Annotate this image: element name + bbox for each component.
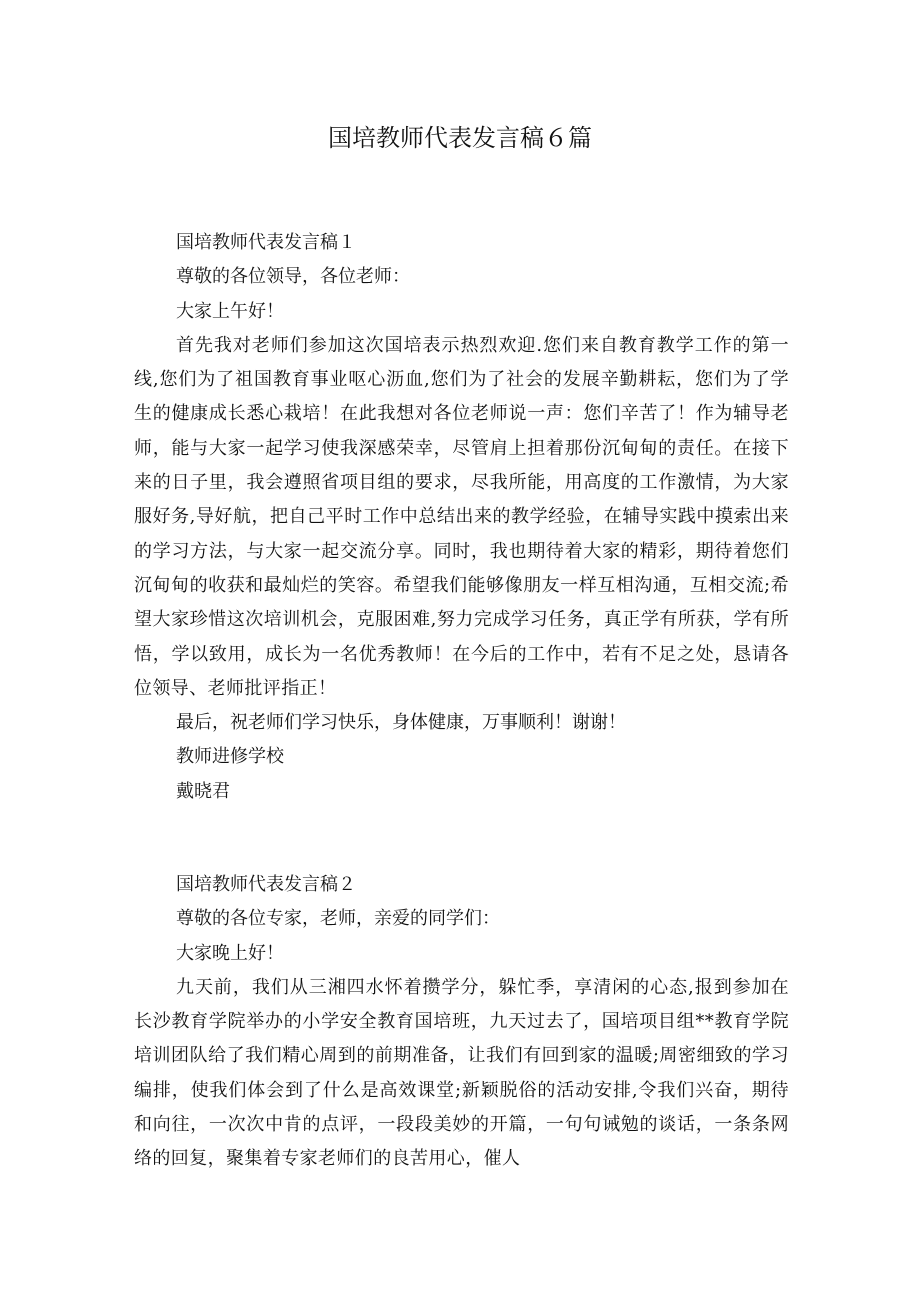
speech-2-body: 九天前，我们从三湘四水怀着攒学分，躲忙季，享清闲的心态,报到参加在长沙教育学院举办的小学安全教育国培班，九天过去了，国培项目组**教育学院培训团队给了我们精心周到的前期准备，让我们有回到家的温暖;周密细致的学习编排，使我们体会到了什么是高效课堂;新颖脱俗的活动安排,令我们兴奋，期待和向往，一次次中肯的点评，一段段美妙的开篇，一句句诫勉的谈话，一条条网络的回复，聚集着专家老师们的良苦用心，催人: [134, 976, 789, 1170]
speech-1-author: 戴晓君: [176, 780, 230, 802]
speech-1-body: 首先我对老师们参加这次国培表示热烈欢迎.您们来自教育教学工作的第一线,您们为了祖国教育事业呕心沥血,您们为了社会的发展辛勤耕耘，您们为了学生的健康成长悉心栽培！在此我想对各位老师说一声：您们辛苦了！作为辅导老师，能与大家一起学习使我深感荣幸，尽管肩上担着那份沉甸甸的责任。在接下来的日子里，我会遵照省项目组的要求，尽我所能，用高度的工作激情，为大家服好务,导好航，把自己平时工作中总结出来的教学经验，在辅导实践中摸索出来的学习方法，与大家一起交流分享。同时，我也期待着大家的精彩，期待着您们沉甸甸的收获和最灿烂的笑容。希望我们能够像朋友一样互相沟通，互相交流;希望大家珍惜这次培训机会，克服困难,努力完成学习任务，真正学有所获，学有所悟，学以致用，成长为一名优秀教师！在今后的工作中，若有不足之处，恳请各位领导、老师批评指正！: [134, 334, 789, 699]
speech-2: [134, 868, 789, 1177]
speech-1-closing: 最后，祝老师们学习快乐，身体健康，万事顺利！谢谢！: [176, 712, 626, 734]
speech-1-heading: 国培教师代表发言稿１: [176, 232, 356, 253]
document-title: 国培教师代表发言稿６篇: [328, 124, 592, 152]
speech-1-salutation: 尊敬的各位领导，各位老师：: [176, 266, 410, 288]
speech-1: [134, 226, 789, 809]
speech-2-heading: 国培教师代表发言稿２: [176, 874, 356, 895]
speech-1-organization: 教师进修学校: [176, 746, 284, 768]
speech-1-greeting: 大家上午好！: [176, 300, 284, 322]
speech-2-salutation: 尊敬的各位专家，老师，亲爱的同学们：: [176, 908, 500, 930]
speech-2-greeting: 大家晚上好！: [176, 942, 284, 964]
